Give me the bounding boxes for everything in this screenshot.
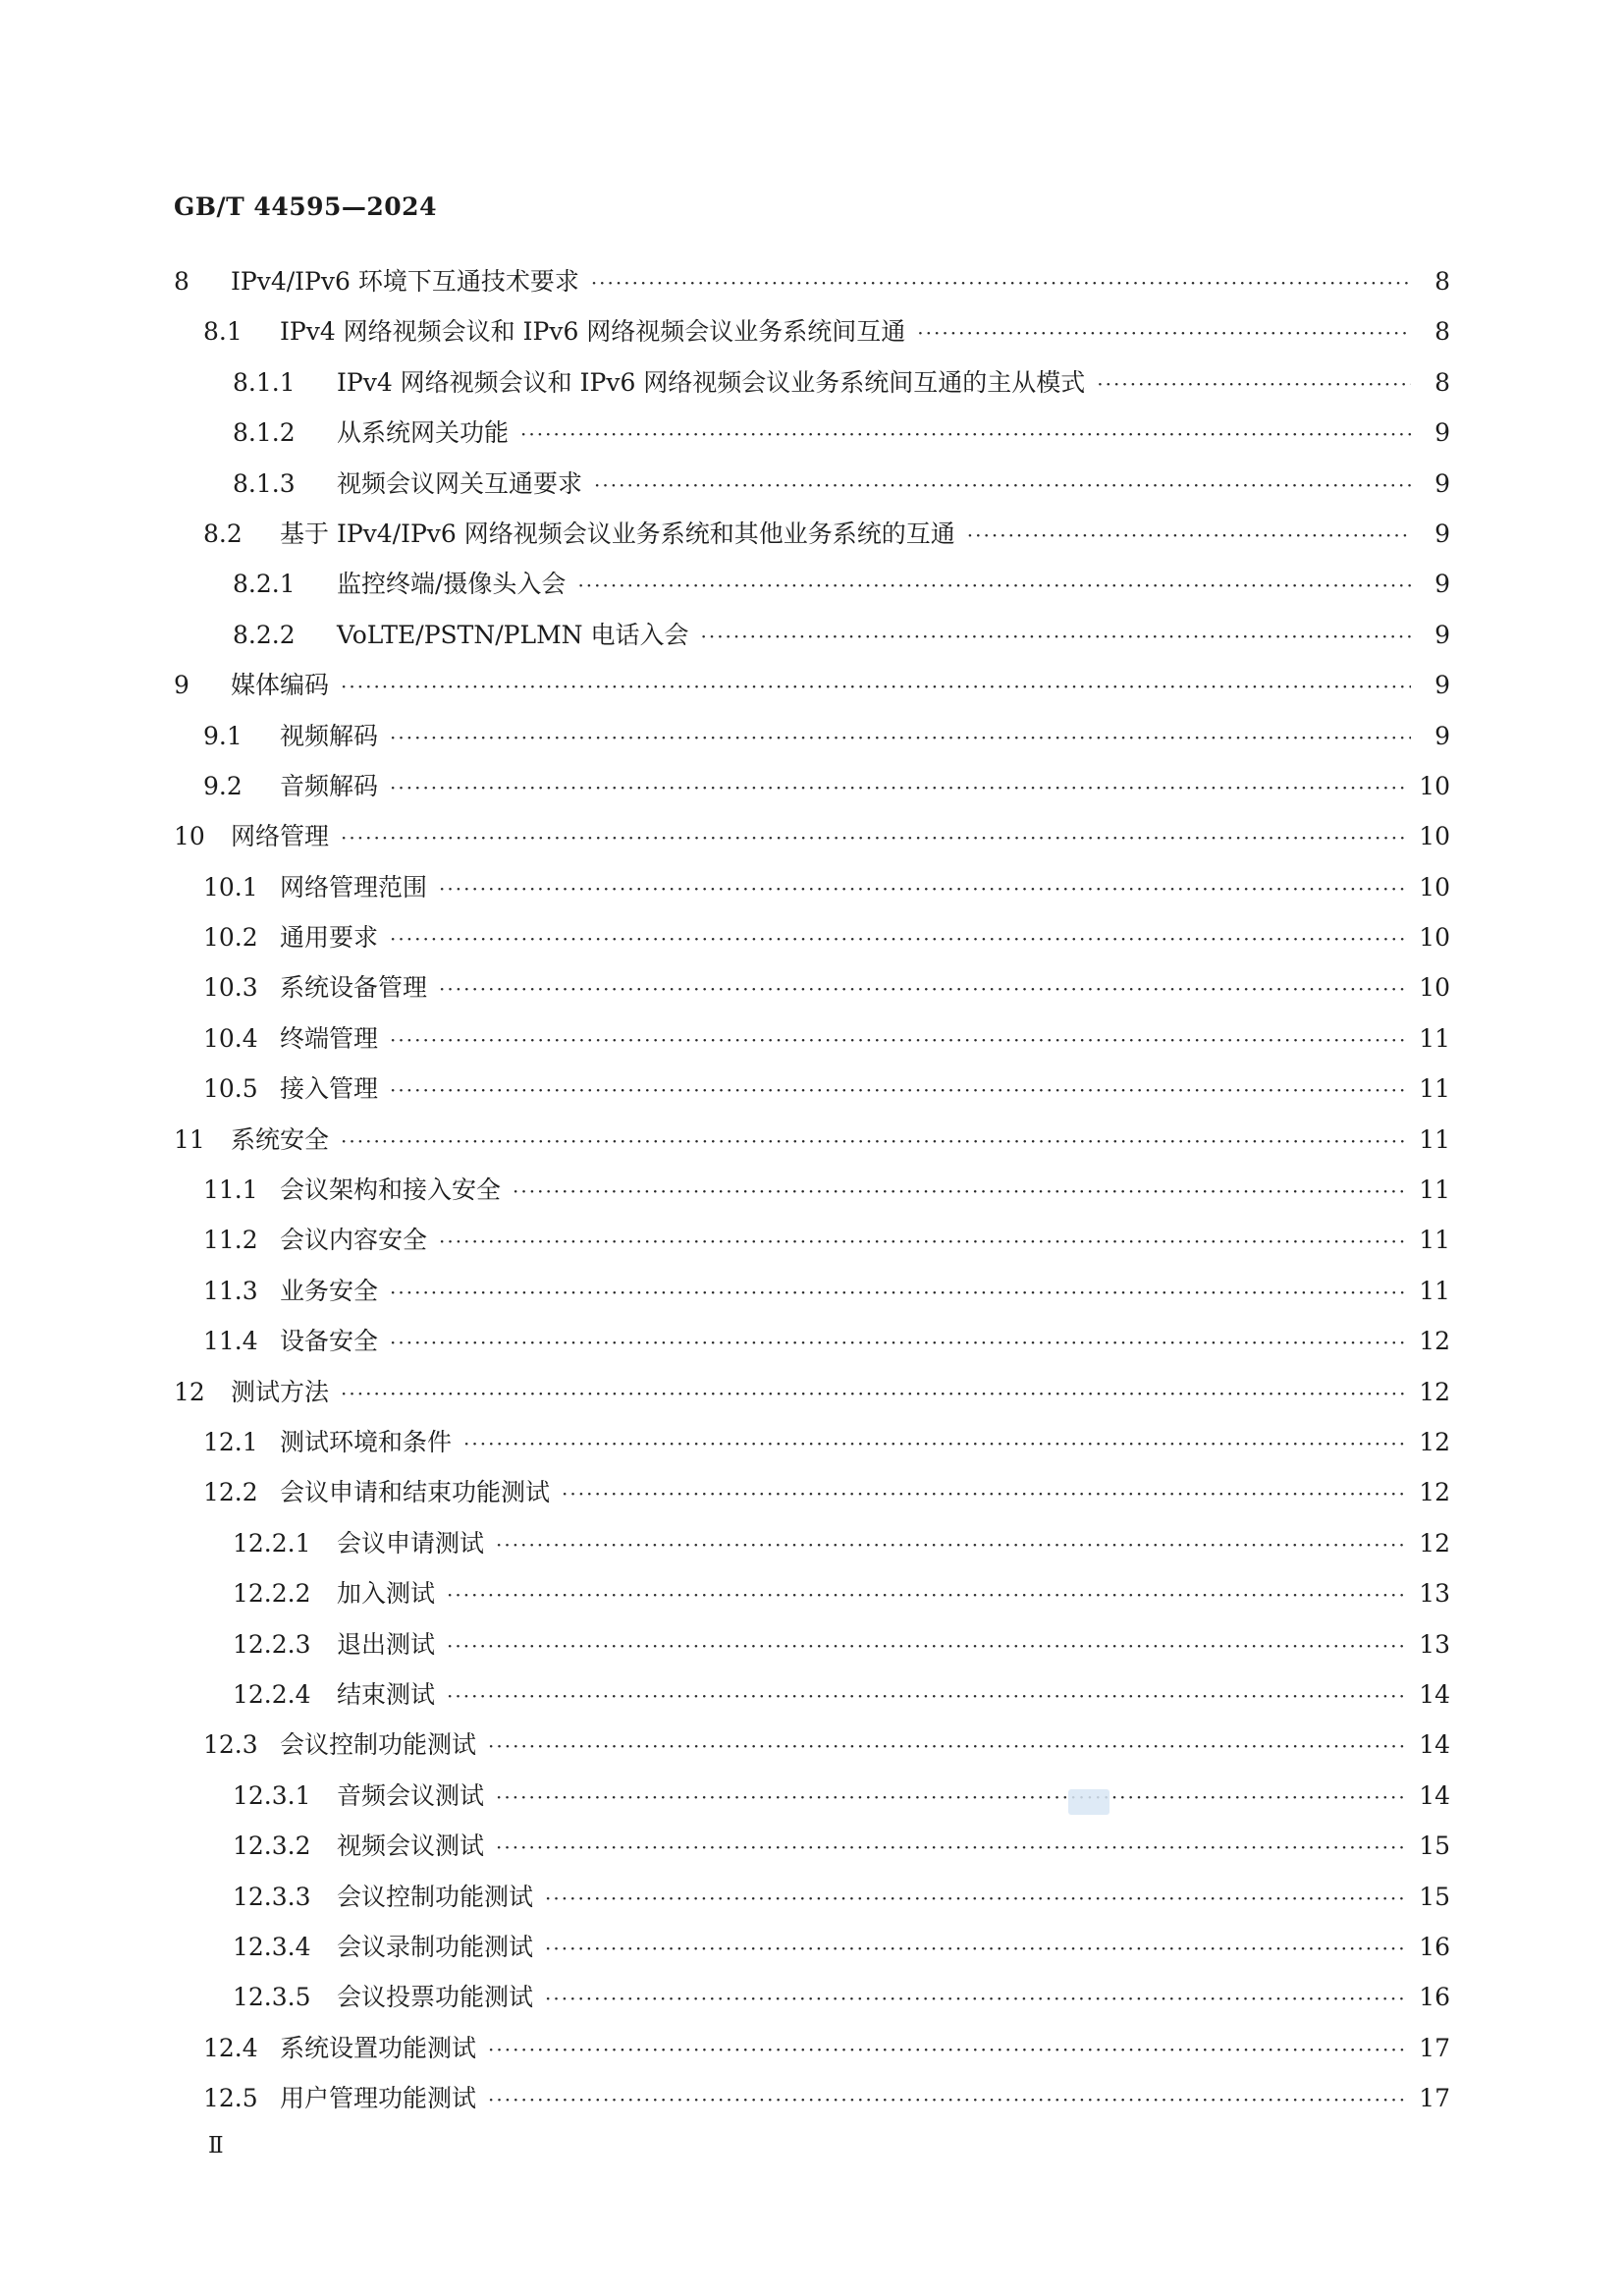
toc-entry[interactable]: [174, 1878, 1450, 1928]
toc-entry-title: 音频会议测试: [337, 1780, 485, 1810]
toc-entry-number: 8.2.1: [233, 570, 296, 599]
toc-entry-number: 12.2.4: [233, 1679, 311, 1709]
toc-entry-number: 8.2.2: [233, 620, 296, 649]
toc-dot-leader: [341, 675, 1411, 698]
toc-entry-title: 会议架构和接入安全: [280, 1175, 502, 1205]
toc-dot-leader: [447, 1634, 1405, 1658]
toc-entry-title: 系统设备管理: [280, 973, 428, 1003]
toc-dot-leader: [520, 422, 1411, 446]
toc-entry-page: 10: [1419, 822, 1450, 851]
toc-entry-page: 12: [1419, 1327, 1450, 1356]
toc-dot-leader: [545, 1937, 1405, 1960]
toc-entry-number: 10.2: [203, 923, 258, 953]
toc-entry[interactable]: [174, 262, 1450, 312]
toc-dot-leader: [700, 625, 1411, 648]
toc-entry-number: 8.1.3: [233, 468, 296, 498]
toc-entry-page: 12: [1419, 1528, 1450, 1558]
toc-entry-number: 12.2.3: [233, 1629, 311, 1659]
toc-entry[interactable]: [174, 1373, 1450, 1423]
toc-entry-title: 视频会议网关互通要求: [337, 468, 583, 498]
toc-entry-page: 11: [1419, 1175, 1450, 1205]
toc-dot-leader: [390, 1331, 1405, 1354]
toc-dot-leader: [577, 574, 1411, 597]
toc-entry[interactable]: [174, 868, 1450, 918]
toc-entry-page: 12: [1419, 1427, 1450, 1456]
toc-entry-number: 10: [174, 822, 205, 851]
toc-entry-page: 8: [1434, 367, 1450, 397]
toc-dot-leader: [390, 726, 1411, 749]
toc-entry-title: 退出测试: [337, 1629, 436, 1659]
toc-entry[interactable]: [174, 1625, 1450, 1675]
toc-entry-title: 监控终端/摄像头入会: [337, 570, 567, 599]
toc-entry-title: IPv4 网络视频会议和 IPv6 网络视频会议业务系统间互通的主从模式: [337, 367, 1086, 397]
toc-entry-title: 视频会议测试: [337, 1831, 485, 1861]
toc-entry-number: 12.4: [203, 2033, 258, 2062]
toc-entry-title: 结束测试: [337, 1679, 436, 1709]
toc-dot-leader: [341, 1382, 1405, 1405]
toc-entry-number: 12.2: [203, 1478, 258, 1507]
toc-dot-leader: [496, 1835, 1405, 1859]
toc-entry-title: 媒体编码: [231, 671, 330, 700]
toc-entry-title: 从系统网关功能: [337, 418, 510, 448]
toc-entry[interactable]: [174, 968, 1450, 1018]
toc-dot-leader: [917, 321, 1411, 345]
toc-entry-title: 会议申请和结束功能测试: [280, 1478, 551, 1507]
toc-entry-number: 12.3.3: [233, 1882, 311, 1911]
toc-entry-title: 会议控制功能测试: [337, 1882, 534, 1911]
toc-entry-page: 10: [1419, 872, 1450, 902]
toc-entry-number: 12.3.4: [233, 1932, 311, 1961]
toc-dot-leader: [591, 271, 1411, 295]
toc-entry-number: 9.2: [203, 771, 243, 800]
toc-entry[interactable]: [174, 1725, 1450, 1776]
toc-entry-number: 12.2.2: [233, 1579, 311, 1609]
toc-entry-title: 测试方法: [231, 1377, 330, 1406]
toc-entry-title: IPv4/IPv6 环境下互通技术要求: [231, 267, 579, 296]
toc-entry-number: 12.5: [203, 2084, 258, 2113]
toc-dot-leader: [496, 1533, 1405, 1557]
toc-entry-number: 12: [174, 1377, 205, 1406]
toc-entry-page: 13: [1419, 1629, 1450, 1659]
toc-entry[interactable]: [174, 666, 1450, 716]
toc-entry-number: 8.2: [203, 519, 243, 548]
toc-dot-leader: [447, 1684, 1405, 1708]
toc-entry-page: 16: [1419, 1932, 1450, 1961]
table-of-contents: [174, 262, 1450, 2129]
toc-entry-page: 11: [1419, 1074, 1450, 1104]
toc-entry-number: 8.1: [203, 317, 243, 347]
toc-dot-leader: [1097, 372, 1411, 396]
toc-entry[interactable]: [174, 565, 1450, 615]
toc-dot-leader: [967, 523, 1411, 547]
toc-dot-leader: [341, 1129, 1405, 1153]
toc-entry[interactable]: [174, 515, 1450, 565]
toc-dot-leader: [488, 1734, 1405, 1758]
toc-entry-number: 10.4: [203, 1023, 258, 1053]
toc-entry[interactable]: [174, 1675, 1450, 1725]
toc-entry[interactable]: [174, 717, 1450, 767]
toc-entry-title: 业务安全: [280, 1276, 379, 1305]
toc-entry-page: 12: [1419, 1478, 1450, 1507]
toc-entry-number: 10.1: [203, 872, 258, 902]
toc-entry-page: 16: [1419, 1983, 1450, 2012]
toc-dot-leader: [390, 927, 1405, 951]
toc-entry[interactable]: [174, 413, 1450, 464]
toc-entry-title: 终端管理: [280, 1023, 379, 1053]
toc-entry-page: 13: [1419, 1579, 1450, 1609]
toc-entry[interactable]: [174, 465, 1450, 515]
toc-entry-page: 9: [1434, 721, 1450, 750]
toc-entry[interactable]: [174, 1272, 1450, 1322]
toc-entry-page: 14: [1419, 1780, 1450, 1810]
toc-entry-title: 通用要求: [280, 923, 379, 953]
toc-entry[interactable]: [174, 1322, 1450, 1372]
toc-entry[interactable]: [174, 1171, 1450, 1221]
toc-entry-title: 音频解码: [280, 771, 379, 800]
toc-entry[interactable]: [174, 2079, 1450, 2129]
toc-entry-number: 11.2: [203, 1226, 258, 1255]
toc-entry-title: 网络管理范围: [280, 872, 428, 902]
toc-entry[interactable]: [174, 1978, 1450, 2028]
toc-entry[interactable]: [174, 1473, 1450, 1523]
toc-entry-number: 12.1: [203, 1427, 258, 1456]
toc-entry[interactable]: [174, 1827, 1450, 1877]
toc-entry-number: 8.1.1: [233, 367, 296, 397]
toc-dot-leader: [390, 1078, 1405, 1102]
toc-entry-title: 测试环境和条件: [280, 1427, 453, 1456]
standard-id-header: GB/T 44595—2024: [174, 192, 437, 221]
toc-entry-title: 网络管理: [231, 822, 330, 851]
toc-entry-number: 11.3: [203, 1276, 258, 1305]
toc-dot-leader: [488, 2038, 1405, 2061]
toc-entry-title: 用户管理功能测试: [280, 2084, 477, 2113]
toc-entry-title: 基于 IPv4/IPv6 网络视频会议业务系统和其他业务系统的互通: [280, 519, 955, 548]
toc-entry-title: 会议投票功能测试: [337, 1983, 534, 2012]
toc-entry-page: 10: [1419, 771, 1450, 800]
toc-dot-leader: [496, 1785, 1405, 1809]
toc-entry-page: 17: [1419, 2084, 1450, 2113]
toc-entry[interactable]: [174, 1069, 1450, 1120]
toc-entry-page: 17: [1419, 2033, 1450, 2062]
toc-entry[interactable]: [174, 1524, 1450, 1574]
toc-entry-number: 8: [174, 267, 189, 296]
toc-entry-page: 14: [1419, 1730, 1450, 1760]
toc-dot-leader: [545, 1886, 1405, 1910]
toc-dot-leader: [439, 1230, 1405, 1253]
toc-entry[interactable]: [174, 1019, 1450, 1069]
toc-dot-leader: [513, 1179, 1405, 1203]
toc-entry-number: 11: [174, 1124, 205, 1154]
toc-entry-title: 设备安全: [280, 1327, 379, 1356]
toc-dot-leader: [545, 1987, 1405, 2010]
toc-entry-number: 11.1: [203, 1175, 258, 1205]
toc-dot-leader: [341, 826, 1405, 849]
toc-entry[interactable]: [174, 363, 1450, 413]
toc-dot-leader: [390, 1028, 1405, 1052]
toc-entry-number: 12.3.5: [233, 1983, 311, 2012]
toc-entry[interactable]: [174, 616, 1450, 666]
toc-dot-leader: [562, 1482, 1405, 1505]
toc-entry-number: 12.2.1: [233, 1528, 311, 1558]
toc-entry-title: 视频解码: [280, 721, 379, 750]
toc-entry-number: 10.5: [203, 1074, 258, 1104]
toc-entry-page: 14: [1419, 1679, 1450, 1709]
toc-dot-leader: [390, 1281, 1405, 1304]
toc-entry-number: 12.3.1: [233, 1780, 311, 1810]
watermark-stamp: [1068, 1789, 1109, 1815]
toc-entry-number: 12.3.2: [233, 1831, 311, 1861]
toc-dot-leader: [439, 977, 1405, 1001]
toc-entry-page: 10: [1419, 973, 1450, 1003]
toc-entry-title: 会议内容安全: [280, 1226, 428, 1255]
toc-entry[interactable]: [174, 767, 1450, 817]
toc-entry-title: 会议控制功能测试: [280, 1730, 477, 1760]
toc-entry-title: IPv4 网络视频会议和 IPv6 网络视频会议业务系统间互通: [280, 317, 906, 347]
toc-entry-page: 11: [1419, 1276, 1450, 1305]
toc-entry-title: 系统设置功能测试: [280, 2033, 477, 2062]
toc-dot-leader: [390, 776, 1405, 799]
toc-entry[interactable]: [174, 1423, 1450, 1473]
toc-dot-leader: [488, 2088, 1405, 2111]
toc-entry-page: 9: [1434, 519, 1450, 548]
toc-entry-page: 9: [1434, 418, 1450, 448]
toc-entry[interactable]: [174, 817, 1450, 867]
toc-entry[interactable]: [174, 918, 1450, 968]
toc-entry[interactable]: [174, 1221, 1450, 1271]
toc-entry-title: VoLTE/PSTN/PLMN 电话入会: [337, 620, 689, 649]
toc-dot-leader: [447, 1583, 1405, 1607]
toc-dot-leader: [463, 1432, 1405, 1455]
toc-entry-title: 接入管理: [280, 1074, 379, 1104]
toc-entry-number: 9: [174, 671, 189, 700]
page-number-footer: Ⅱ: [208, 2133, 224, 2159]
toc-entry[interactable]: [174, 2029, 1450, 2079]
toc-entry-page: 9: [1434, 671, 1450, 700]
toc-entry-page: 10: [1419, 923, 1450, 953]
toc-entry-page: 15: [1419, 1831, 1450, 1861]
toc-entry[interactable]: [174, 312, 1450, 362]
toc-dot-leader: [439, 877, 1405, 901]
toc-entry-page: 11: [1419, 1124, 1450, 1154]
toc-entry-page: 11: [1419, 1023, 1450, 1053]
toc-entry-page: 9: [1434, 620, 1450, 649]
toc-entry-page: 15: [1419, 1882, 1450, 1911]
toc-entry-number: 10.3: [203, 973, 258, 1003]
toc-entry[interactable]: [174, 1777, 1450, 1827]
toc-dot-leader: [594, 473, 1411, 497]
toc-entry-page: 12: [1419, 1377, 1450, 1406]
toc-entry-number: 11.4: [203, 1327, 258, 1356]
toc-entry-number: 12.3: [203, 1730, 258, 1760]
toc-entry[interactable]: [174, 1928, 1450, 1978]
toc-entry-number: 8.1.2: [233, 418, 296, 448]
toc-entry-page: 9: [1434, 570, 1450, 599]
toc-entry-title: 系统安全: [231, 1124, 330, 1154]
toc-entry-page: 8: [1434, 317, 1450, 347]
toc-entry[interactable]: [174, 1574, 1450, 1624]
toc-entry-page: 8: [1434, 267, 1450, 296]
toc-entry-page: 9: [1434, 468, 1450, 498]
toc-entry-title: 会议录制功能测试: [337, 1932, 534, 1961]
toc-entry[interactable]: [174, 1121, 1450, 1171]
toc-entry-page: 11: [1419, 1226, 1450, 1255]
toc-entry-title: 会议申请测试: [337, 1528, 485, 1558]
toc-entry-number: 9.1: [203, 721, 243, 750]
toc-entry-title: 加入测试: [337, 1579, 436, 1609]
